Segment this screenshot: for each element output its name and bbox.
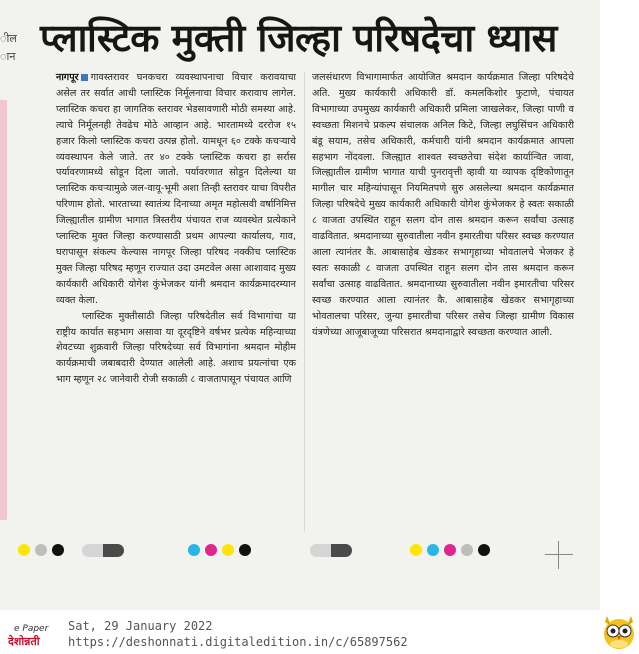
color-swatch-dot xyxy=(239,544,251,556)
color-registration-bar-right xyxy=(410,544,490,556)
color-swatch-dot xyxy=(35,544,47,556)
epaper-logo[interactable] xyxy=(8,624,60,652)
color-swatch-dot xyxy=(427,544,439,556)
color-swatch-dot xyxy=(410,544,422,556)
edition-meta xyxy=(68,618,408,650)
article-column-left xyxy=(56,70,296,388)
color-swatch-dot xyxy=(188,544,200,556)
color-swatch-dot xyxy=(52,544,64,556)
edition-date: Sat, 29 January 2022 xyxy=(68,619,213,633)
color-registration-bar-left xyxy=(18,544,64,556)
paragraph-text: गावस्तरावर घनकचरा व्यवस्थापनाचा विचार करावयाचा असेल तर सर्वात आधी प्लास्टिक निर्मूलनाचा विचार करावाच लागेल. प्लास्टिक कचरा हा जागतिक स्तरावर भेडसावणारी मोठी समस्या आहे. त्याचे निर्मूलनही तेवढेच मोठे आव्हान आहे. भारतामध्ये दररोज १५ हजार किलो प्लास्टिक कचरा उत्पन्न होतो. यामधून ६० टक्के कचऱ्याचे व्यवस्थापन केले जाते. तर ४० टक्के प्लास्टिक कचरा हा सर्रास पर्यावरणामध्ये सोडून दिला जातो. पर्यावरणात सोडून दिलेल्या या प्लास्टिक कचऱ्यामुळे जल-वायू-भूमी अशा तिन्ही स्तरावर याचा विपरीत परिणाम होतो. भारताच्या स्वातंत्र्य दिनाच्या अमृत महोत्सवी वर्षानिमित्त जिल्ह्यातील ग्रामीण भागात त्रिस्तरीय पंचायत राज व्यवस्थेत प्रत्येकाने प्लास्टिक मुक्त जिल्हा करण्यासाठी प्रथम आपल्या कार्यालय, गाव, घरापासून संकल्प केल्यास नागपूर जिल्हा परिषद नक्कीच प्लास्टिक मुक्त जिल्हा परिषद म्हणून राज्यात उदा उमटवेल असा आशावाद मुख्य कार्यकारी अधिकारी योगेश कुंभेजकर यांनी श्रमदान कार्यक्रमादरम्यान व्यक्त केला. xyxy=(56,72,296,306)
article-paragraph xyxy=(56,70,296,309)
article-paragraph: प्लास्टिक मुक्तीसाठी जिल्हा परिषदेतील सर्व विभागांचा या राष्ट्रीय कार्यात सहभाग असावा या दूरदृष्टिने वर्षभर प्रत्येक महिन्याच्या शेवटच्या शुक्रवारी जिल्हा परिषदेच्या सर्व विभागांना श्रमदान मोहीम कार्यक्रमाची जबाबदारी देण्यात आलेली आहे. अशाच प्रयत्नांचा एक भाग म्हणून २८ जानेवारी रोजी सकाळी ८ वाजतापासून पंचायत आणि xyxy=(56,310,296,386)
edge-text-fragment: ील xyxy=(0,32,17,45)
color-swatch-dot xyxy=(18,544,30,556)
color-swatch-dot xyxy=(205,544,217,556)
article-paragraph: जलसंधारण विभागामार्फत आयोजित श्रमदान कार्यक्रमात जिल्हा परिषदेचे अति. मुख्य कार्यकारी अधिकारी डॉ. कमलकिशोर फुटाणे, पंचायत विभागाच्या उपमुख्य कार्यकारी अधिकारी प्रमिला जाखलेकर, जिल्हा पाणी व स्वच्छता मिशनचे प्रकल्प संचालक अनिल किटे, जिल्हा लघुसिंचन अधिकारी बंडू सयाम, तसेच अधिकारी, कर्मचारी यांनी श्रमदान कार्यक्रमात आपला सहभाग नोंदवला. जिल्ह्यात शाश्वत स्वच्छतेचा संदेश कार्यान्वित जावा, जिल्ह्यातील ग्रामीण भागात याची पुनरावृत्ती व्हावी या व्यापक दृष्टिकोणातून मागील चार महिन्यांपासून नियमितपणे सुरु असलेल्या श्रमदान कार्यक्रमात जिल्हा परिषदेचे मुख्य कार्यकारी अधिकारी योगेश कुंभेजकर हे स्वतः सकाळी ८ वाजता उपस्थित राहून सलग दोन तास श्रमदान करून सर्वांचा उत्साह वाढवितात. श्रमदानाच्या सुरुवातीला नवीन इमारतीचा परिसर स्वच्छ करण्यात आला त्यानंतर कै. आबासाहेब खेडकर सभागृहाच्या भोवतालचे भेजकर हे स्वतः सकाळी ८ वाजता उपस्थित राहून सलग दोन तास श्रमदान करून सर्वांचा उत्साह वाढवितात. श्रमदानाच्या सुरुवातीला नवीन इमारतीचा परिसर स्वच्छ करण्यात आला त्यानंतर कै. आबासाहेब खेडकर सभागृहाच्या भोवतालचा परिसर, जुन्या इमारतीचा परिसर तसेच जिल्हा ग्रामीण विकास यंत्रणेच्या आजूबाजूच्या परिसरात श्रमदानाद्वारे स्वच्छता करण्यात आली. xyxy=(312,72,574,338)
gray-gradient-swatch xyxy=(310,544,352,557)
color-swatch-dot xyxy=(461,544,473,556)
color-registration-bar-gray-2 xyxy=(310,544,352,557)
article-headline: प्लास्टिक मुक्ती जिल्हा परिषदेचा ध्यास xyxy=(40,16,557,60)
article-column-right xyxy=(312,70,574,340)
color-swatch-dot xyxy=(222,544,234,556)
logo-epaper-text: e Paper xyxy=(14,624,49,634)
registration-crosshair-icon xyxy=(545,541,573,569)
edge-text-fragment: ान xyxy=(0,50,16,63)
footer xyxy=(0,610,639,654)
column-divider xyxy=(304,72,305,532)
color-swatch-dot xyxy=(478,544,490,556)
logo-name-text: देशोन्नती xyxy=(8,635,40,648)
color-registration-bar-middle xyxy=(188,544,251,556)
edition-url[interactable]: https://deshonnati.digitaledition.in/c/65897562 xyxy=(68,635,408,649)
color-registration-bar-gray xyxy=(82,544,124,557)
gray-gradient-swatch xyxy=(82,544,124,557)
owl-mascot-icon xyxy=(602,614,636,650)
dateline-square-icon xyxy=(81,74,88,81)
dateline: नागपूर xyxy=(56,72,79,83)
edge-color-strip xyxy=(0,100,7,520)
color-swatch-dot xyxy=(444,544,456,556)
